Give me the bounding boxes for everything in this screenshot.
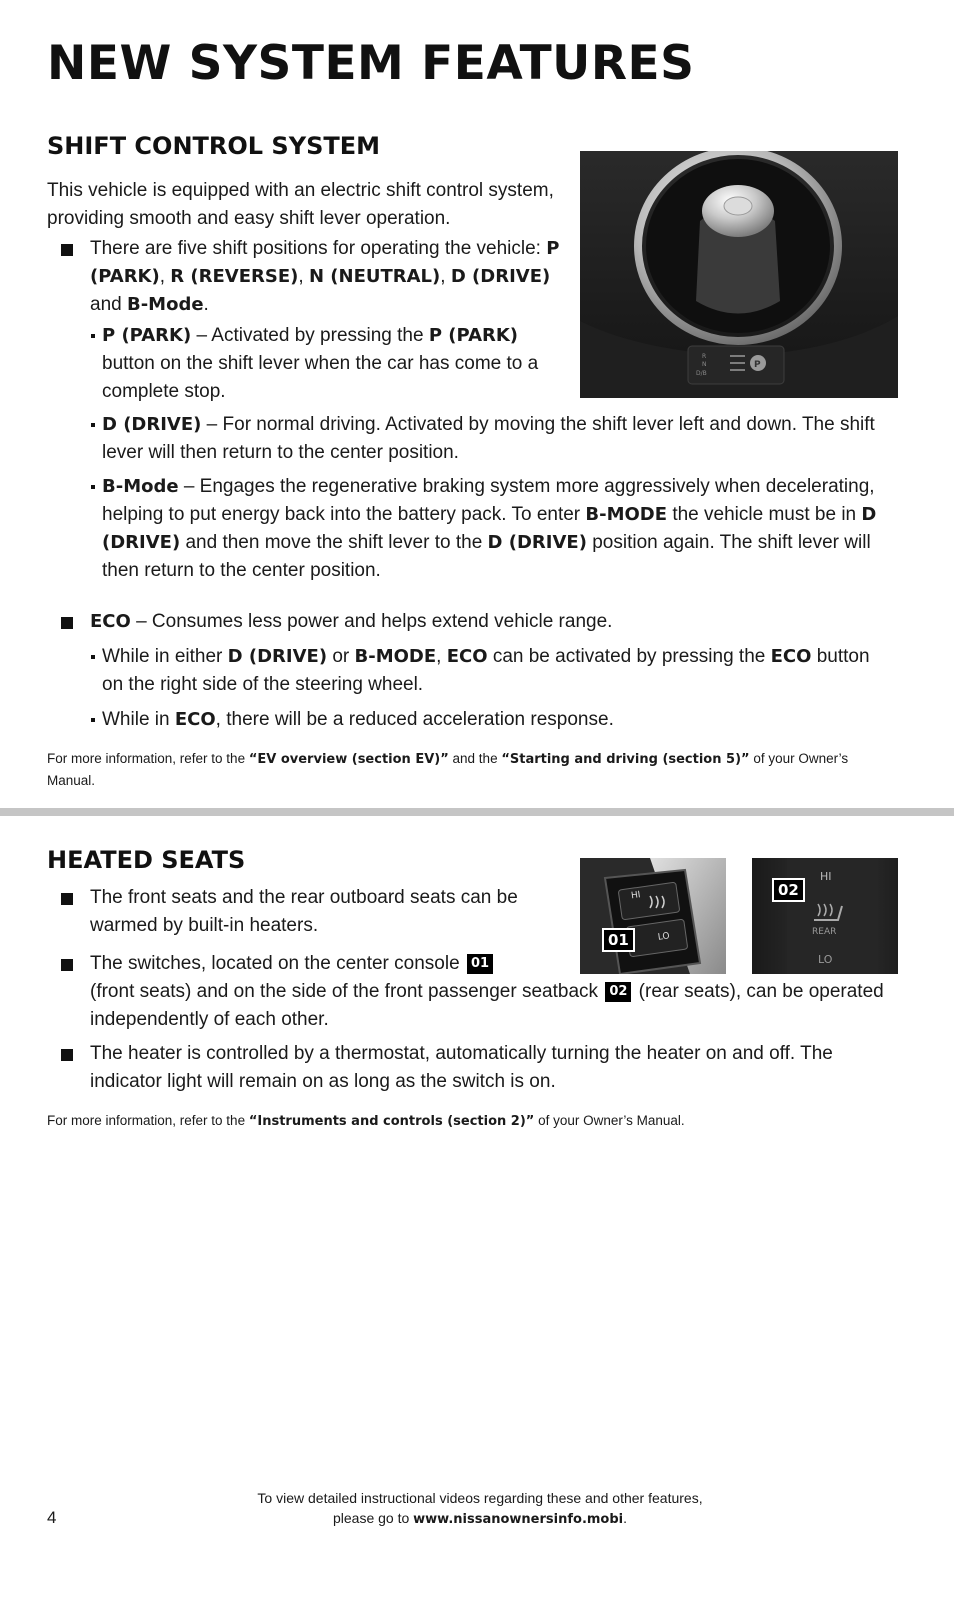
- shift-intro: This vehicle is equipped with an electric shift control system, providing smooth and easy shift lever operation.: [47, 180, 554, 229]
- front-seat-switch-illustration: [580, 858, 726, 974]
- shift-n-label: N: [702, 361, 707, 368]
- shift-db-label: D/B: [696, 370, 707, 377]
- drive-item: D (DRIVE) – For normal driving. Activated by moving the shift lever left and down. The shift lever will then return to the center position.: [102, 411, 892, 467]
- shift-p-label: P: [754, 360, 761, 370]
- footer-link[interactable]: www.nissanownersinfo.mobi: [413, 1512, 624, 1527]
- rear-label: REAR: [812, 927, 837, 937]
- rear-hi-label: HI: [820, 870, 832, 883]
- heated-seats-bullet-2-part2: (front seats) and on the side of the front passenger seatback 02 (rear seats), can be operated independently of each other.: [90, 981, 884, 1030]
- shift-reference-note: For more information, refer to the “EV overview (section EV)” and the “Starting and driving (section 5)” of your Owner’s Manual.: [47, 751, 849, 788]
- photo-badge-01: 01: [602, 928, 635, 952]
- shift-r-label: R: [702, 353, 707, 360]
- rear-seat-switch-illustration: [752, 858, 898, 974]
- eco-acceleration-item: While in ECO, there will be a reduced acceleration response.: [102, 706, 892, 734]
- bmode-item: B-Mode – Engages the regenerative braking system more aggressively when decelerating, helping to put energy back into the battery pack. To enter B-MODE the vehicle must be in D (DRIVE) and then move the shift lever to the D (DRIVE) position again. The shift lever will then return to the center position.: [102, 473, 892, 585]
- eco-activation-item: While in either D (DRIVE) or B-MODE, ECO can be activated by pressing the ECO button on the right side of the steering wheel.: [102, 643, 892, 699]
- shift-lever-photo: [580, 151, 898, 398]
- front-hi-label: HI: [630, 890, 642, 902]
- page-title: NEW SYSTEM FEATURES: [47, 36, 695, 91]
- badge-01: 01: [467, 954, 493, 974]
- shift-lever-illustration: [580, 151, 898, 398]
- section-divider: [0, 808, 954, 816]
- footer-note: To view detailed instructional videos regarding these and other features, please go to www.nissanownersinfo.mobi.: [257, 1490, 703, 1527]
- shift-positions-bullet: There are five shift positions for operating the vehicle: P (PARK), R (REVERSE), N (NEUTRAL), D (DRIVE) and B-Mode.: [90, 235, 570, 319]
- page-number: 4: [47, 1508, 57, 1527]
- front-seat-switch-photo: [580, 858, 726, 974]
- park-item: P (PARK) – Activated by pressing the P (PARK) button on the shift lever when the car has come to a complete stop.: [102, 322, 562, 406]
- rear-lo-label: LO: [818, 953, 833, 966]
- photo-badge-02: 02: [772, 878, 805, 902]
- heated-seats-reference-note: For more information, refer to the “Instruments and controls (section 2)” of your Owner’s Manual.: [47, 1113, 685, 1129]
- eco-bullet: ECO – Consumes less power and helps extend vehicle range.: [90, 608, 890, 636]
- badge-02: 02: [605, 982, 631, 1002]
- heated-seats-heading: HEATED SEATS: [47, 846, 246, 874]
- rear-seat-switch-photo: [752, 858, 898, 974]
- heated-seats-bullet-1: The front seats and the rear outboard seats can be warmed by built-in heaters.: [90, 884, 560, 940]
- front-lo-label: LO: [657, 931, 671, 943]
- heated-seats-bullet-2-part1: The switches, located on the center console 01: [90, 950, 552, 978]
- shift-control-heading: SHIFT CONTROL SYSTEM: [47, 132, 381, 160]
- heated-seats-bullet-3: The heater is controlled by a thermostat, automatically turning the heater on and off. The indicator light will remain on as long as the switch is on.: [90, 1040, 890, 1096]
